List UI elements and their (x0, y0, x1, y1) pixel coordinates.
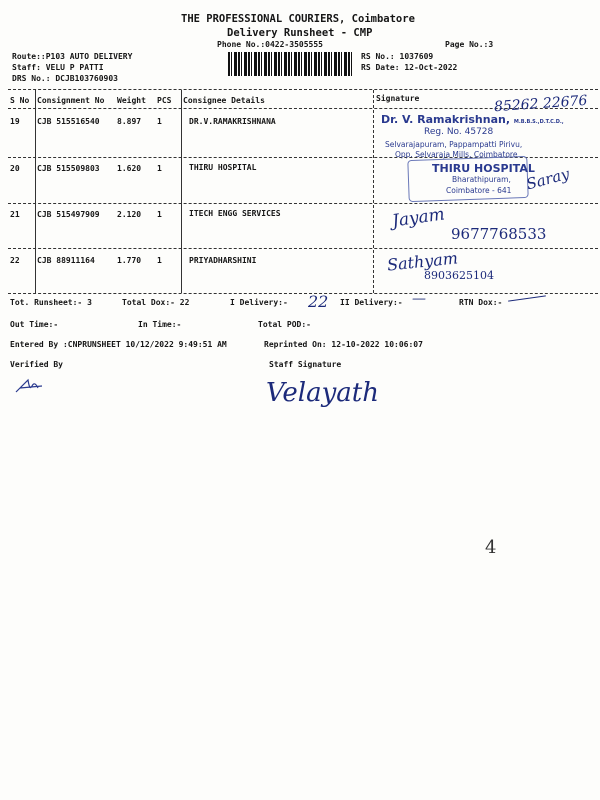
row-sno: 21 (10, 210, 20, 219)
row-consignee: PRIYADHARSHINI (189, 256, 257, 265)
row-pcs: 1 (157, 164, 162, 173)
row-weight: 2.120 (117, 210, 142, 219)
document-title: Delivery Runsheet - CMP (227, 27, 373, 39)
row-consignee: THIRU HOSPITAL (189, 163, 257, 172)
row-weight: 8.897 (117, 117, 142, 126)
verified-by-signature (14, 376, 48, 396)
hospital-stamp-name: THIRU HOSPITAL (432, 162, 535, 175)
staff-handwritten-signature: Velayath (266, 378, 379, 408)
doctor-stamp-reg: Reg. No. 45728 (424, 127, 494, 137)
row-sno: 20 (10, 164, 20, 173)
out-time: Out Time:- (10, 320, 59, 329)
rs-number: RS No.: 1037609 (361, 52, 434, 61)
phone-number: Phone No.:0422-3505555 (217, 40, 323, 49)
i-delivery-handwritten: 22 (308, 292, 329, 311)
row-consignee: DR.V.RAMAKRISHNANA (189, 117, 276, 126)
handwritten-phone-number: 8903625104 (424, 269, 494, 282)
column-divider (373, 90, 374, 293)
entered-by: Entered By :CNPRUNSHEET 10/12/2022 9:49:51 AM (10, 340, 227, 349)
doctor-stamp-address: Opp. Selvaraja Mills, Coimbatore (395, 150, 518, 159)
row-rule (8, 203, 598, 204)
staff: Staff: VELU P PATTI (12, 63, 104, 72)
hospital-stamp-address: Bharathipuram, (452, 175, 511, 184)
rtn-dox-handwritten-mark (508, 295, 546, 301)
handwritten-signature: Saray (524, 164, 572, 194)
row-weight: 1.770 (117, 256, 142, 265)
table-top-rule (8, 89, 598, 90)
row-pcs: 1 (157, 256, 162, 265)
column-divider (35, 90, 36, 293)
in-time: In Time:- (138, 320, 182, 329)
drs-number: DRS No.: DCJB103760903 (12, 74, 118, 83)
doctor-stamp-name: Dr. V. Ramakrishnan, M.B.B.S.,D.T.C.D., (381, 113, 564, 126)
handwritten-phone-number: 9677768533 (451, 225, 547, 243)
company-name: THE PROFESSIONAL COURIERS, Coimbatore (181, 13, 415, 25)
ii-delivery-handwritten: — (412, 291, 426, 307)
column-divider (181, 90, 182, 293)
row-sno: 22 (10, 256, 20, 265)
total-dox: Total Dox:- 22 (122, 298, 190, 307)
reprinted-on: Reprinted On: 12-10-2022 10:06:07 (264, 340, 423, 349)
row-consignment: CJB 515516540 (37, 117, 100, 126)
rtn-dox-label: RTN Dox:- (459, 298, 503, 307)
table-bottom-rule (8, 293, 598, 294)
handwritten-signature: Jayam (390, 204, 446, 232)
row-consignment: CJB 515497909 (37, 210, 100, 219)
handwritten-signature: Sathyam (386, 248, 459, 275)
row-consignee: ITECH ENGG SERVICES (189, 209, 281, 218)
page-number: Page No.:3 (445, 40, 494, 49)
col-header-consignee: Consignee Details (183, 96, 265, 105)
total-runsheet: Tot. Runsheet:- 3 (10, 298, 92, 307)
total-pod: Total POD:- (258, 320, 311, 329)
col-header-consignment: Consignment No (37, 96, 105, 105)
route: Route::P103 AUTO DELIVERY (12, 52, 133, 61)
staff-signature-label: Staff Signature (269, 360, 342, 369)
ii-delivery-label: II Delivery:- (340, 298, 403, 307)
row-pcs: 1 (157, 210, 162, 219)
handwritten-page-mark: 4 (485, 537, 497, 558)
col-header-weight: Weight (117, 96, 146, 105)
row-sno: 19 (10, 117, 20, 126)
rs-date: RS Date: 12-Oct-2022 (361, 63, 458, 72)
doctor-stamp-address: Selvarajapuram, Pappampatti Pirivu, (385, 140, 523, 149)
col-header-pcs: PCS (157, 96, 172, 105)
row-consignment: CJB 515509803 (37, 164, 100, 173)
barcode (228, 52, 352, 76)
hospital-stamp-address: Coimbatore - 641 (446, 186, 512, 195)
verified-by: Verified By (10, 360, 63, 369)
row-rule (8, 248, 598, 249)
row-consignment: CJB 88911164 (37, 256, 95, 265)
i-delivery-label: I Delivery:- (230, 298, 288, 307)
row-pcs: 1 (157, 117, 162, 126)
row-weight: 1.620 (117, 164, 142, 173)
col-header-signature: Signature (376, 94, 420, 103)
handwritten-phone-number: 85262 22676 (493, 92, 588, 116)
col-header-sno: S No (10, 96, 30, 105)
